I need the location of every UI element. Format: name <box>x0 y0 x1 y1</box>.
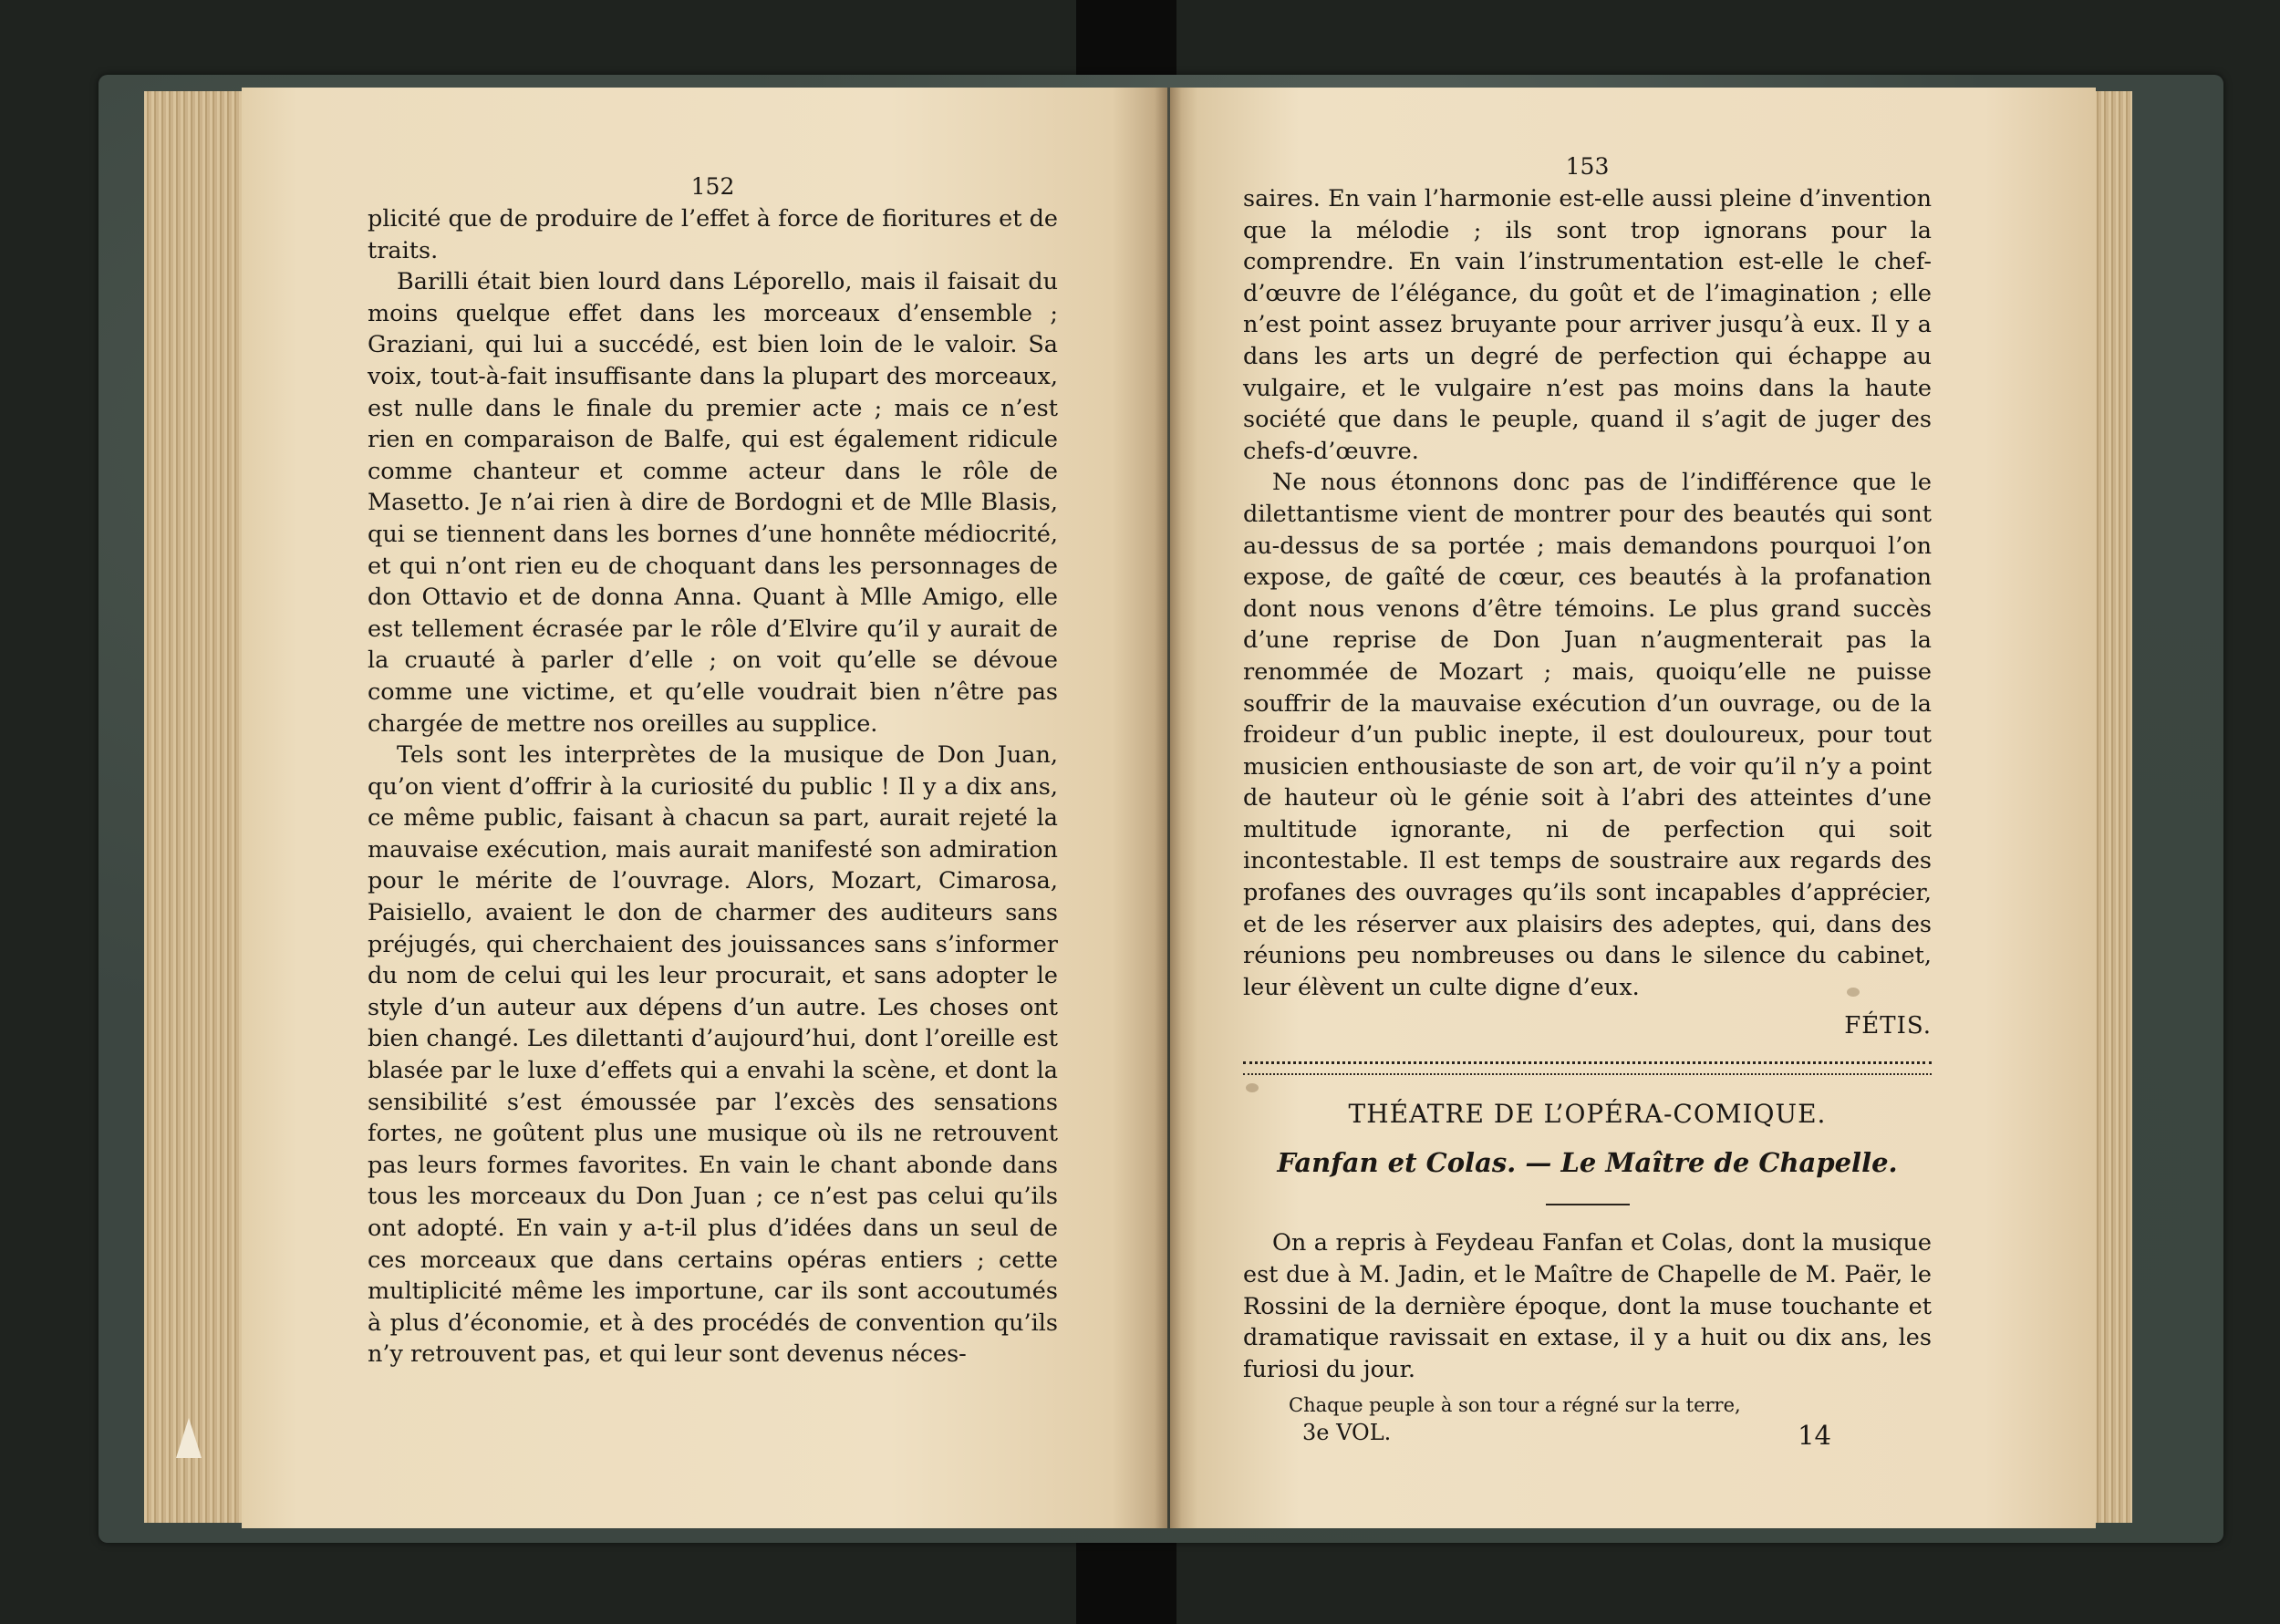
left-page <box>242 88 1167 1528</box>
left-page-edges <box>144 91 246 1523</box>
section-title: THÉATRE DE L’OPÉRA-COMIQUE. <box>1348 1099 1827 1130</box>
paragraph: Tels sont les interprètes de la musique de Don Juan, qu’on vient d’offrir à la curiosité du public ! Il y a dix ans, ce même public, faisant à chacun sa part, aurait rejeté la mauvaise exécution, mais aurait manifesté son admiration pour le mérite de l’ouvrage. Alors, Mozart, Cimarosa, Paisiello, avaient le don de charmer des auditeurs sans préjugés, qui cherchaient des jouissances sans s’informer du nom de celui qui les leur procurait, et sans adopter le style d’un auteur aux dépens d’un autre. Les choses ont bien changé. Les dilettanti d’aujourd’hui, dont l’oreille est blasée par le luxe d’effets qui a envahi la scène, et dont la sensibilité s’est émoussée par l’excès des sensations fortes, ne goûtent plus une musique où ils ne retrouvent pas leurs formes favorites. En vain le chant abonde dans tous les morceaux du Don Juan ; ce n’est pas celui qu’ils ont adopté. En vain y a-t-il plus d’idées dans un seul de ces morceaux que dans certains opéras entiers ; cette multiplicité même les importune, car ils sont accoutumés à plus d’économie, et à des procédés de convention qu’ils n’y retrouvent pas, et qui leur sont devenus néces- <box>368 741 1058 1369</box>
section-subtitle: Fanfan et Colas. — Le Maître de Chapelle. <box>1277 1147 1898 1179</box>
paragraph: On a repris à Feydeau Fanfan et Colas, dont la musique est due à M. Jadin, et le Maître de Chapelle de M. Paër, le Rossini de la dernière époque, dont la muse touchante et dramatique ravissait en extase, il y a huit ou dix ans, les furiosi du jour. <box>1243 1229 1932 1383</box>
paragraph: plicité que de produire de l’effet à force de fioritures et de traits. <box>368 205 1058 264</box>
page-corner-tab <box>176 1418 202 1458</box>
paragraph: saires. En vain l’harmonie est-elle aussi pleine d’invention que la mélodie ; ils sont trop ignorans pour la comprendre. En vain l’instrumentation est-elle le chef-d’œuvre de l’élégance, du goût et de l’imagination ; elle n’est point assez bruyante pour arriver jusqu’à eux. Il y a dans les arts un degré de perfection qui échappe au vulgaire, et le vulgaire n’est pas moins dans la haute société que dans le peuple, quand il s’agit de juger des chefs-d’œuvre. <box>1243 185 1932 465</box>
gutter-shadow <box>1155 88 1182 1528</box>
page-footer <box>1243 1420 1932 1453</box>
paragraph: Barilli était bien lourd dans Léporello, mais il faisait du moins quelque effet dans les morceaux d’ensemble ; Graziani, qui lui a succédé, est bien loin de le valoir. Sa voix, tout-à-fait insuffisante dans la plupart des morceaux, est nulle dans le finale du premier acte ; mais ce n’est rien en comparaison de Balfe, qui est également ridicule comme chanteur et comme acteur dans le rôle de Masetto. Je n’ai rien à dire de Bordogni et de Mlle Blasis, qui se tiennent dans les bornes d’une honnête médiocrité, et qui n’ont rien eu de choquant dans les personnages de don Ottavio et de donna Anna. Quant à Mlle Amigo, elle est tellement écrasée par le rôle d’Elvire qu’il y aurait de la cruauté à parler d’elle ; on voit qu’elle se dévoue comme une victime, et qu’elle voudrait bien n’être pas chargée de mettre nos oreilles au supplice. <box>368 268 1058 738</box>
page-number: 153 <box>1565 153 1610 180</box>
signature-mark: 14 <box>1798 1420 1831 1452</box>
paragraph: Ne nous étonnons donc pas de l’indifférence que le dilettantisme vient de montrer pour des beautés qui sont au-dessus de sa portée ; mais demandons pourquoi l’on expose, de gaîté de cœur, ces beautés à la profanation dont nous venons d’être témoins. Le plus grand succès d’une reprise de Don Juan n’augmenterait pas la renommée de Mozart ; mais, quoiqu’elle ne puisse souffrir de la mauvaise exécution d’un ouvrage, ou de la froideur d’un public inepte, il est douloureux, pour tout musicien enthousiaste de son art, de voir qu’il n’y a point de hauteur où le génie soit à l’abri des atteintes d’une multitude ignorante, ni de perfection qui soit incontestable. Il est temps de soustraire aux regards des profanes des ouvrages qu’ils sont incapables d’apprécier, et de les réserver aux plaisirs des adeptes, qui, dans des réunions peu nombreuses ou dans le silence du cabinet, leur élèvent un culte digne d’eux. <box>1243 469 1932 1001</box>
right-page <box>1170 88 2096 1528</box>
page-number: 152 <box>690 173 735 200</box>
volume-label: 3e VOL. <box>1302 1420 1392 1446</box>
author-signature: FÉTIS. <box>1844 1012 1932 1040</box>
short-rule <box>1546 1204 1630 1205</box>
paper-stain <box>1246 1083 1259 1092</box>
verse-quote: Chaque peuple à son tour a régné sur la terre, <box>1289 1394 1741 1417</box>
section-divider <box>1243 1061 1932 1075</box>
paper-stain <box>1847 988 1860 997</box>
